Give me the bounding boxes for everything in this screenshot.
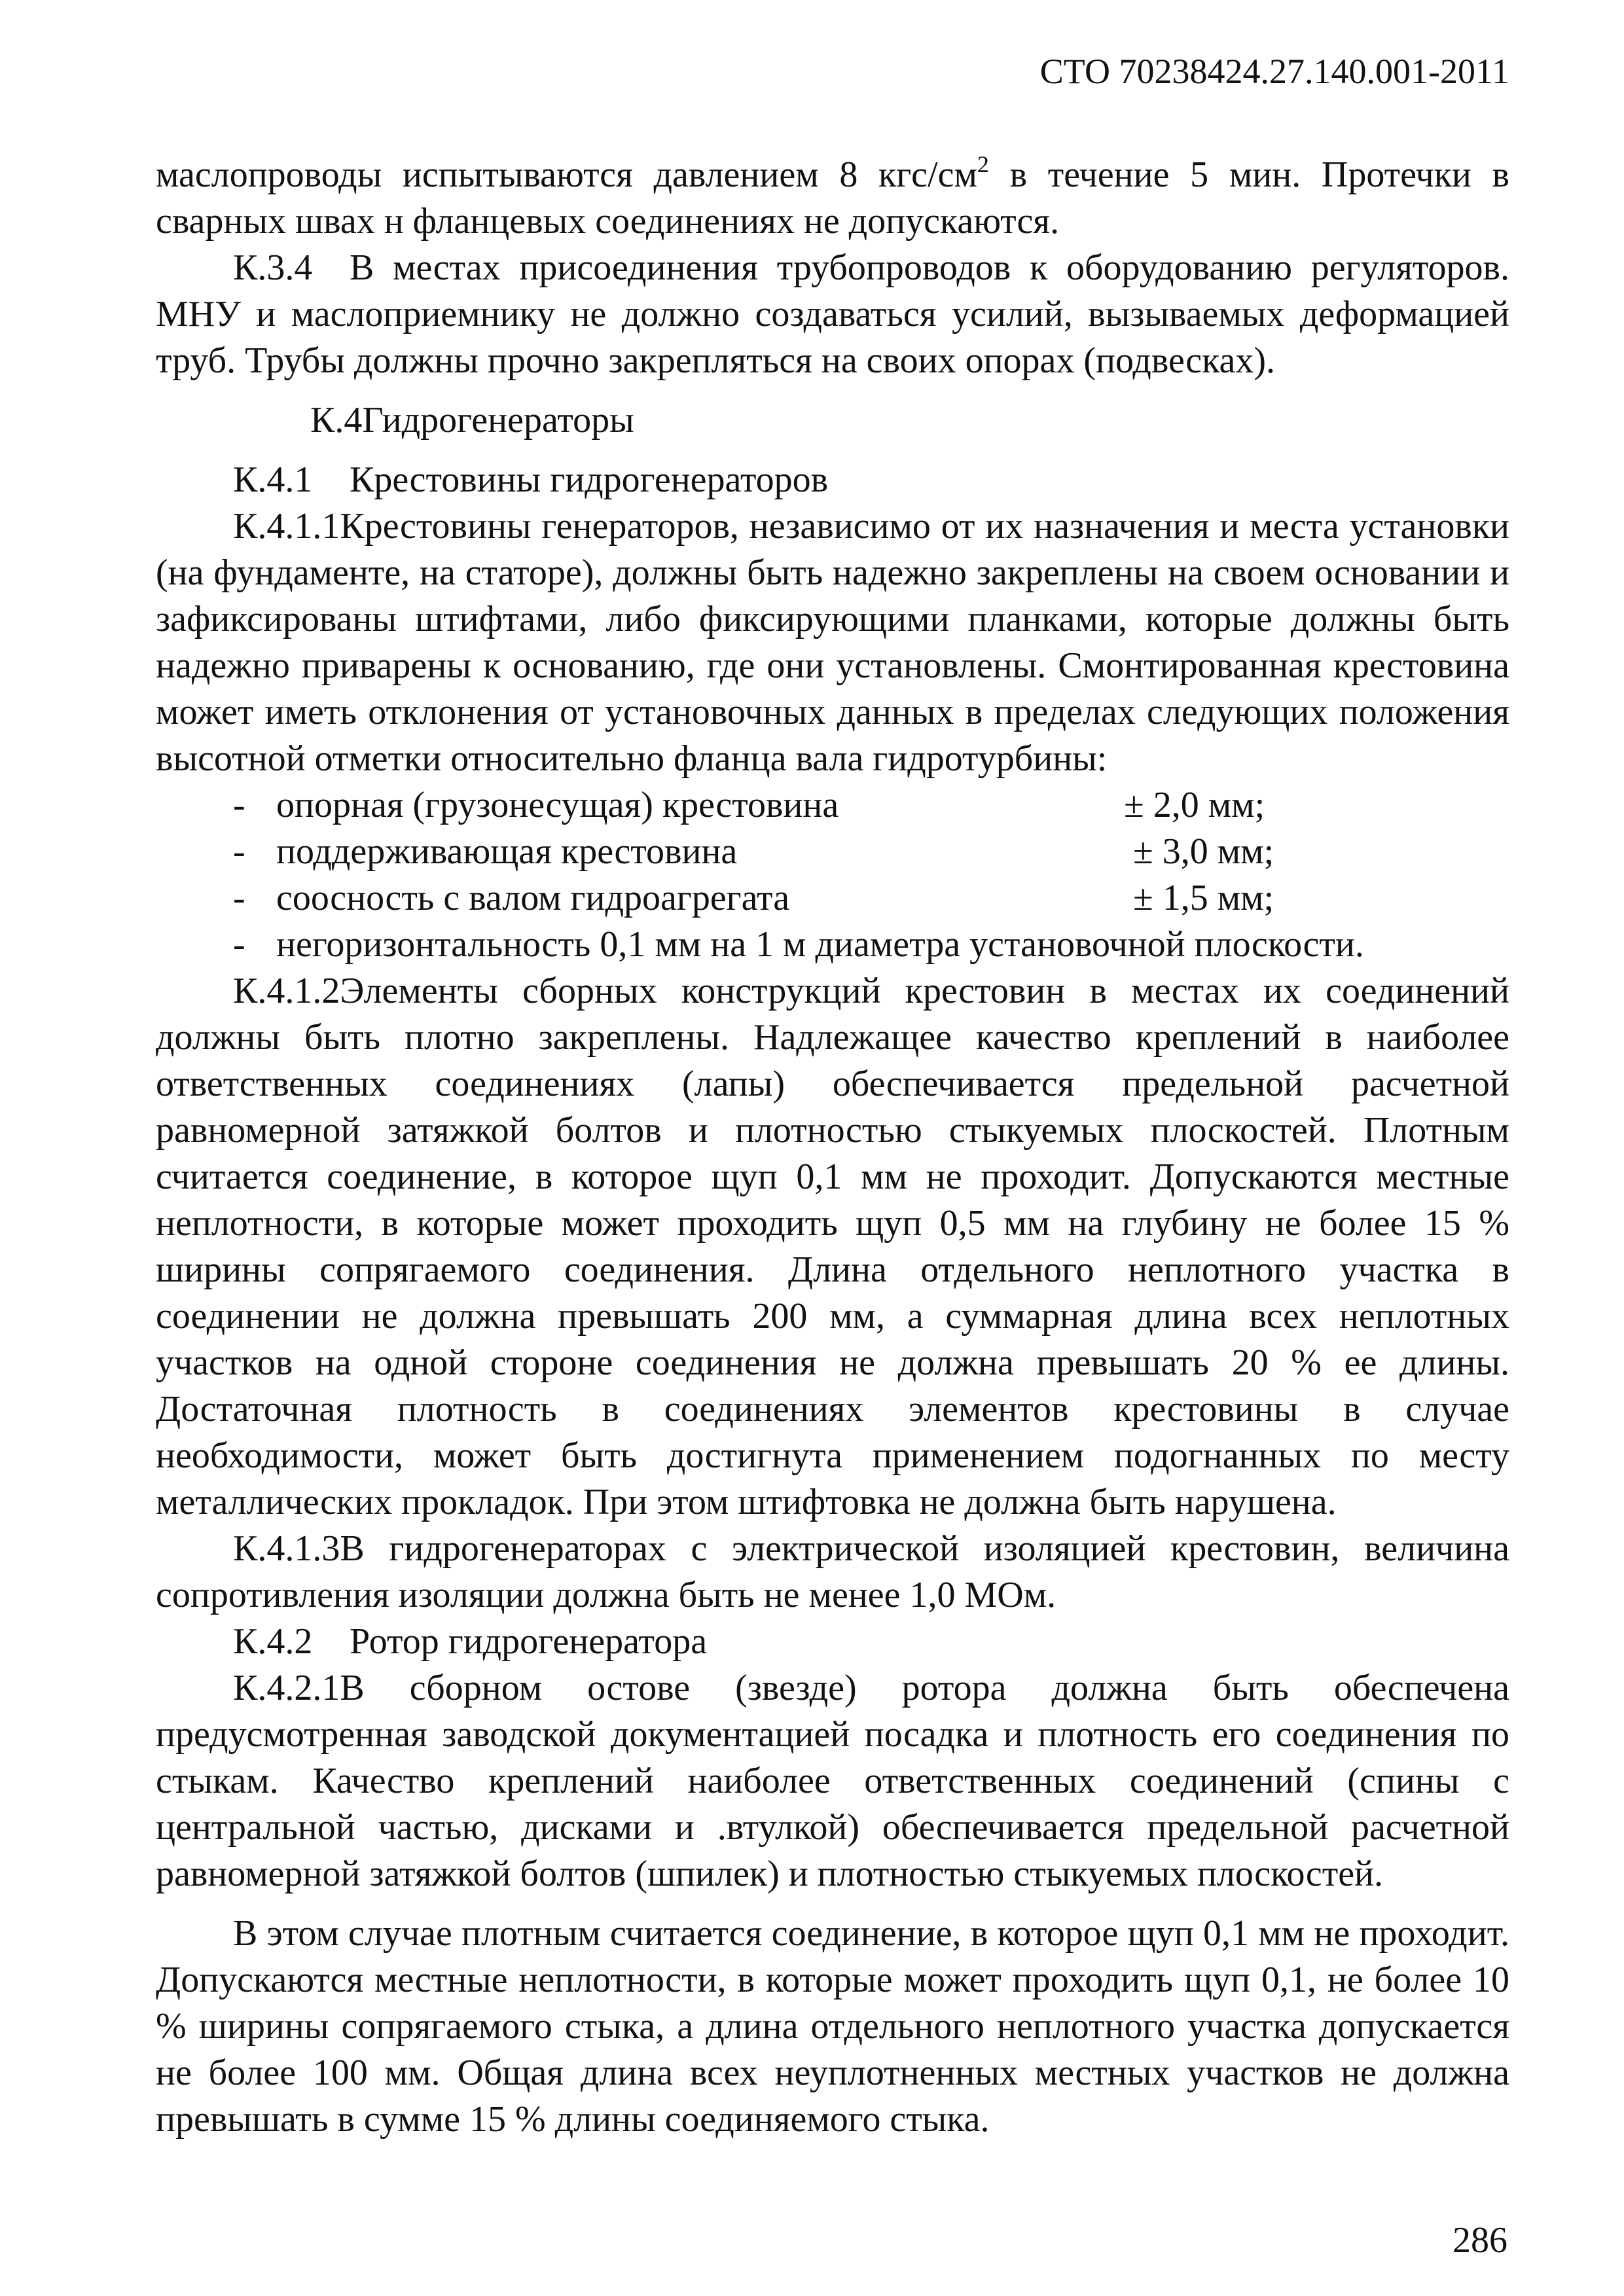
list-item-text: опорная (грузонесущая) крестовина	[276, 785, 839, 825]
section-k4-title: Гидрогенераторы	[362, 400, 634, 440]
list-item-text: негоризонтальность 0,1 мм на 1 м диаметра установочной плоскости.	[276, 924, 1364, 965]
subsection-k42-label: К.4.2	[233, 1621, 313, 1662]
list-dash: -	[233, 878, 245, 918]
clause-k413-label: К.4.1.3	[233, 1528, 340, 1569]
superscript-two: 2	[977, 151, 989, 177]
clause-k334	[156, 245, 1509, 384]
clause-k334-label: К.3.4	[233, 247, 313, 288]
list-item	[156, 922, 1509, 968]
list-dash: -	[233, 785, 245, 825]
section-k4-heading	[156, 397, 1509, 444]
clause-k411	[156, 503, 1509, 782]
clause-k413-text: В гидрогенераторах с электрической изоляцией крестовин, величина сопротивления изоляции должна быть не менее 1,0 МОм.	[156, 1528, 1509, 1615]
list-dash: -	[233, 831, 245, 872]
page-content	[156, 152, 1509, 2143]
list-item-value: ± 3,0 мм;	[1124, 831, 1274, 872]
paragraph-oil-pipes	[156, 152, 1509, 245]
clause-k413	[156, 1526, 1509, 1619]
paragraph-oil-pipes-text-a: маслопроводы испытываются давлением 8 кгс/см	[156, 154, 977, 195]
document-code-header: СТО 70238424.27.140.001-2011	[1039, 52, 1509, 91]
list-item-value: ± 2,0 мм;	[1124, 785, 1265, 825]
clause-k421	[156, 1665, 1509, 1897]
paragraph-oil-pipes-text-b: в течение 5 мин. Протечки в сварных швах н фланцевых соединениях не допускаются.	[156, 154, 1510, 242]
clause-k411-label: К.4.1.1	[233, 506, 340, 547]
clause-k412-text: Элементы сборных конструкций крестовин в местах их соединений должны быть плотно закреплены. Надлежащее качество креплений в наиболее ответственных соединениях (лапы) обеспечивается предельной расчетной равномерной затяжкой болтов и плотностью стыкуемых плоскостей. Плотным считается соединение, в которое щуп 0,1 мм не проходит. Допускаются местные неплотности, в которые может проходить щуп 0,5 мм на глубину не более 15 % ширины сопрягаемого соединения. Длина отдельного неплотного участка в соединении не должна превышать 200 мм, а суммарная длина всех неплотных участков на одной стороне соединения не должна превышать 20 % ее длины. Достаточная плотность в соединениях элементов крестовины в случае необходимости, может быть достигнута применением подогнанных по месту металлических прокладок. При этом штифтовка не должна быть нарушена.	[156, 971, 1509, 1522]
page-number: 286	[1453, 2220, 1507, 2261]
clause-k421-label: К.4.2.1	[233, 1668, 340, 1708]
section-k4-label: К.4	[310, 400, 363, 440]
clause-k411-text: Крестовины генераторов, независимо от их назначения и места установки (на фундаменте, на статоре), должны быть надежно закреплены на своем основании и зафиксированы штифтами, либо фиксирующими планками, которые должны быть надежно приварены к основанию, где они установлены. Смонтированная крестовина может иметь отклонения от установочных данных в пределах следующих положения высотной отметки относительно фланца вала гидротурбины:	[156, 506, 1509, 779]
subsection-k41-label: К.4.1	[233, 459, 313, 500]
clause-k421-text: В сборном остове (звезде) ротора должна быть обеспечена предусмотренная заводской документацией посадка и плотность его соединения по стыкам. Качество креплений наиболее ответственных соединений (спины с центральной частью, дисками и .втулкой) обеспечивается предельной расчетной равномерной затяжкой болтов (шпилек) и плотностью стыкуемых плоскостей.	[156, 1668, 1509, 1894]
subsection-k41-heading	[156, 457, 1509, 503]
list-item	[156, 829, 1509, 875]
list-item-text: соосность с валом гидроагрегата	[276, 878, 790, 918]
list-item-value: ± 1,5 мм;	[1124, 878, 1274, 918]
subsection-k42-heading	[156, 1619, 1509, 1665]
subsection-k41-title: Крестовины гидрогенераторов	[350, 459, 829, 500]
clause-k412	[156, 968, 1509, 1526]
subsection-k42-title: Ротор гидрогенератора	[350, 1621, 708, 1662]
list-item	[156, 875, 1509, 922]
list-dash: -	[233, 924, 245, 965]
paragraph-tight-joint: В этом случае плотным считается соединение, в которое щуп 0,1 мм не проходит. Допускаются местные неплотности, в которые может проходить щуп 0,1, не более 10 % ширины сопрягаемого стыка, а длина отдельного неплотного участка допускается не более 100 мм. Общая длина всех неуплотненных местных участков не должна превышать в сумме 15 % длины соединяемого стыка.	[156, 1913, 1509, 2140]
clause-k412-label: К.4.1.2	[233, 971, 340, 1011]
list-item	[156, 782, 1509, 829]
list-item-text: поддерживающая крестовина	[276, 831, 738, 872]
clause-k334-text: В местах присоединения трубопроводов к оборудованию регуляторов. МНУ и маслоприемнику не должно создаваться усилий, вызываемых деформацией труб. Трубы должны прочно закрепляться на своих опорах (подвесках).	[156, 247, 1509, 381]
